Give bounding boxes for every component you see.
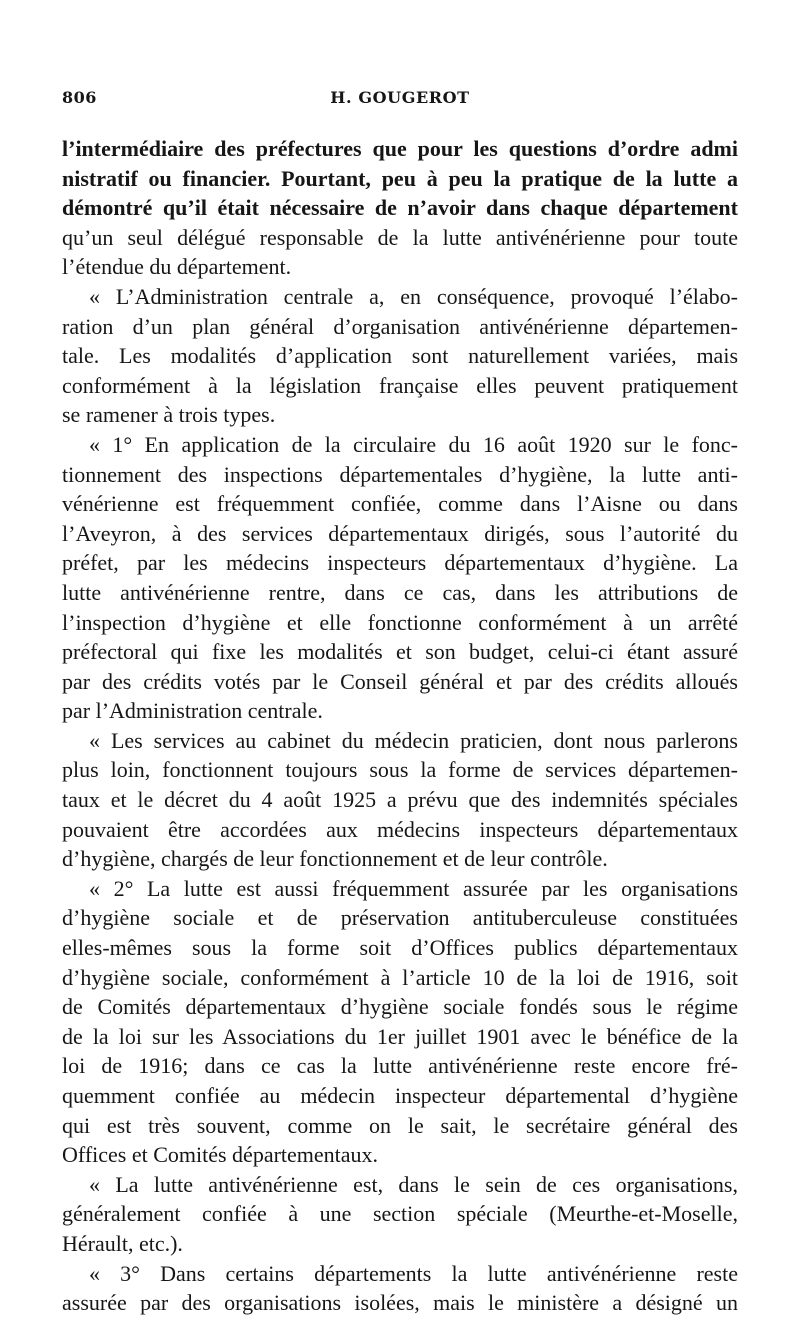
text-line: plus loin, fonctionnent toujours sous la forme de services départemen- (62, 757, 738, 783)
text-line: d’hygiène sociale, conformément à l’article 10 de la loi de 1916, soit (62, 964, 738, 990)
text-line: l’étendue du département. (62, 254, 292, 280)
text-line: tale. Les modalités d’application sont naturellement variées, mais (62, 343, 738, 369)
book-page (62, 88, 738, 1318)
text-line: l’intermédiaire des préfectures que pour les questions d’ordre admi (62, 136, 738, 161)
text-line: généralement confiée à une section spéciale (Meurthe-et-Moselle, (62, 1201, 738, 1227)
text-line: démontré qu’il était nécessaire de n’avoir dans chaque département (62, 195, 738, 221)
text-line: vénérienne est fréquemment confiée, comme dans l’Aisne ou dans (62, 491, 738, 517)
text-line: « L’Administration centrale a, en conséquence, provoqué l’élabo- (89, 283, 738, 309)
text-line: d’hygiène sociale et de préservation antituberculeuse constituées (62, 905, 738, 931)
text-line: « 3° Dans certains départements la lutte antivénérienne reste (89, 1260, 738, 1286)
text-line: quemment confiée au médecin inspecteur départemental d’hygiène (62, 1083, 738, 1108)
text-line: tionnement des inspections départementales d’hygiène, la lutte anti- (62, 461, 738, 487)
text-line: loi de 1916; dans ce cas la lutte antivénérienne reste encore fré- (62, 1053, 738, 1079)
text-line: ration d’un plan général d’organisation antivénérienne départemen- (62, 313, 738, 339)
text-line: Offices et Comités départementaux. (62, 1142, 379, 1168)
text-line: « Les services au cabinet du médecin praticien, dont nous parlerons (89, 727, 738, 753)
text-line: d’hygiène, chargés de leur fonctionnement et de leur contrôle. (62, 846, 608, 872)
text-line: conformément à la législation française elles peuvent pratiquement (62, 372, 738, 398)
text-line: « 2° La lutte est aussi fréquemment assurée par les organisations (89, 875, 738, 901)
text-line: nistratif ou financier. Pourtant, peu à peu la pratique de la lutte a (62, 165, 738, 191)
text-line: préfet, par les médecins inspecteurs départementaux d’hygiène. La (62, 550, 738, 576)
text-line: Hérault, etc.). (62, 1230, 183, 1256)
text-line: préfectoral qui fixe les modalités et son budget, celui-ci étant assuré (62, 639, 738, 665)
text-line: qui est très souvent, comme on le sait, le secrétaire général des (62, 1112, 738, 1138)
text-line: de la loi sur les Associations du 1er juillet 1901 avec le bénéfice de la (62, 1023, 738, 1049)
text-line: « 1° En application de la circulaire du 16 août 1920 sur le fonc- (89, 431, 738, 457)
text-line: pouvaient être accordées aux médecins inspecteurs départementaux (62, 816, 738, 842)
text-line: se ramener à trois types. (62, 402, 276, 428)
text-line: lutte antivénérienne rentre, dans ce cas, dans les attributions de (62, 579, 738, 605)
page-number: 806 (62, 88, 97, 107)
text-line: assurée par des organisations isolées, mais le ministère a désigné un (62, 1290, 738, 1316)
page-header (62, 88, 738, 116)
text-line: « La lutte antivénérienne est, dans le sein de ces organisations, (89, 1171, 738, 1197)
text-line: taux et le décret du 4 août 1925 a prévu que des indemnités spéciales (62, 787, 738, 813)
text-line: par des crédits votés par le Conseil général et par des crédits alloués (62, 668, 738, 694)
text-line: par l’Administration centrale. (62, 698, 323, 724)
text-line: qu’un seul délégué responsable de la lutte antivénérienne pour toute (62, 224, 738, 250)
text-line: l’inspection d’hygiène et elle fonctionne conformément à un arrêté (62, 609, 738, 635)
text-line: de Comités départementaux d’hygiène sociale fondés sous le régime (62, 994, 738, 1020)
body-text (62, 134, 738, 1318)
running-head: H. GOUGEROT (330, 88, 470, 107)
text-line: elles-mêmes sous la forme soit d’Offices publics départementaux (62, 935, 738, 961)
text-line: l’Aveyron, à des services départementaux dirigés, sous l’autorité du (62, 520, 738, 546)
